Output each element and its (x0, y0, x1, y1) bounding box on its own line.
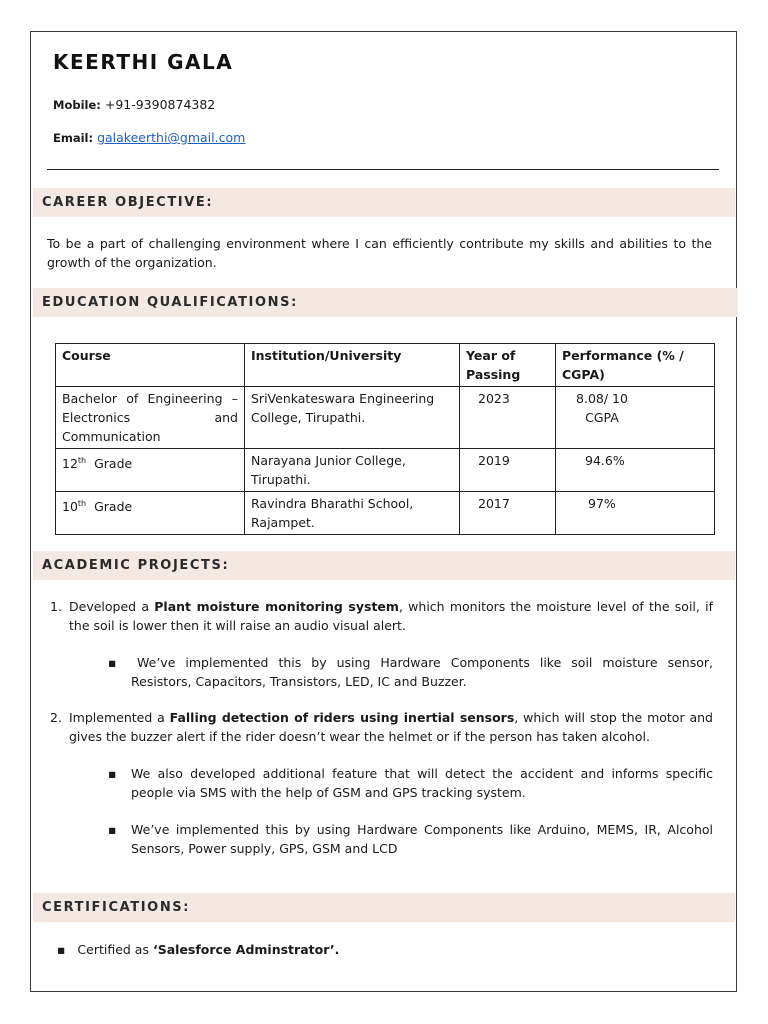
mobile-value: +91-9390874382 (104, 97, 216, 112)
cell-institution: Narayana Junior College, Tirupathi. (245, 449, 460, 492)
header-performance: Performance (% / CGPA) (556, 344, 715, 387)
cell-performance: 94.6% (556, 449, 715, 492)
project-bullet: ▪ We’ve implemented this by using Hardware Components like soil moisture sensor, Resistors, Capacitors, Transistors, LED, IC and Buzzer. (108, 655, 713, 689)
cell-course: Bachelor of Engineering – Electronics and Communication (56, 387, 245, 449)
education-heading: EDUCATION QUALIFICATIONS: (33, 288, 738, 317)
project-bullet: ▪ We also developed additional feature that will detect the accident and informs specific people via SMS with the help of GSM and GPS tracking system. (108, 766, 713, 800)
project-bullet: ▪ We’ve implemented this by using Hardware Components like Arduino, MEMS, IR, Alcohol Sensors, Power supply, GPS, GSM and LCD (108, 822, 713, 856)
cell-course: 10th Grade (56, 492, 245, 535)
table-header-row (56, 344, 715, 387)
table-row (56, 387, 715, 449)
project-item: 1. Developed a Plant moisture monitoring system, which monitors the moisture level of the soil, if the soil is lower then it will raise an audio visual alert. (50, 599, 714, 633)
certifications-heading: CERTIFICATIONS: (33, 893, 735, 922)
cell-year: 2023 (460, 387, 556, 449)
email-line (53, 130, 245, 145)
cell-institution: Ravindra Bharathi School, Rajampet. (245, 492, 460, 535)
header-divider (47, 169, 719, 170)
header-course: Course (56, 344, 245, 387)
education-table (55, 343, 715, 535)
table-row (56, 492, 715, 535)
candidate-name: KEERTHI GALA (53, 50, 234, 74)
cell-performance: 97% (556, 492, 715, 535)
career-objective-heading: CAREER OBJECTIVE: (33, 188, 735, 217)
mobile-line (53, 97, 215, 112)
mobile-label: Mobile: (53, 98, 101, 112)
academic-projects-heading: ACADEMIC PROJECTS: (33, 551, 735, 580)
cell-year: 2017 (460, 492, 556, 535)
project-item: 2. Implemented a Falling detection of riders using inertial sensors, which will stop the motor and gives the buzzer alert if the rider doesn’t wear the helmet or if the person has taken alcohol. (50, 710, 713, 744)
email-link[interactable]: galakeerthi@gmail.com (97, 130, 246, 145)
career-objective-text: To be a part of challenging environment where I can efficiently contribute my skills and abilities to the growth of the organization. (47, 236, 712, 270)
cell-institution: SriVenkateswara Engineering College, Tirupathi. (245, 387, 460, 449)
cell-performance: 8.08/ 10 CGPA (556, 387, 715, 449)
cell-course: 12th Grade (56, 449, 245, 492)
cell-year: 2019 (460, 449, 556, 492)
header-year: Year of Passing (460, 344, 556, 387)
email-label: Email: (53, 131, 94, 145)
certification-item: ▪ Certified as ‘Salesforce Adminstrator’. (57, 942, 340, 957)
header-institution: Institution/University (245, 344, 460, 387)
table-row (56, 449, 715, 492)
